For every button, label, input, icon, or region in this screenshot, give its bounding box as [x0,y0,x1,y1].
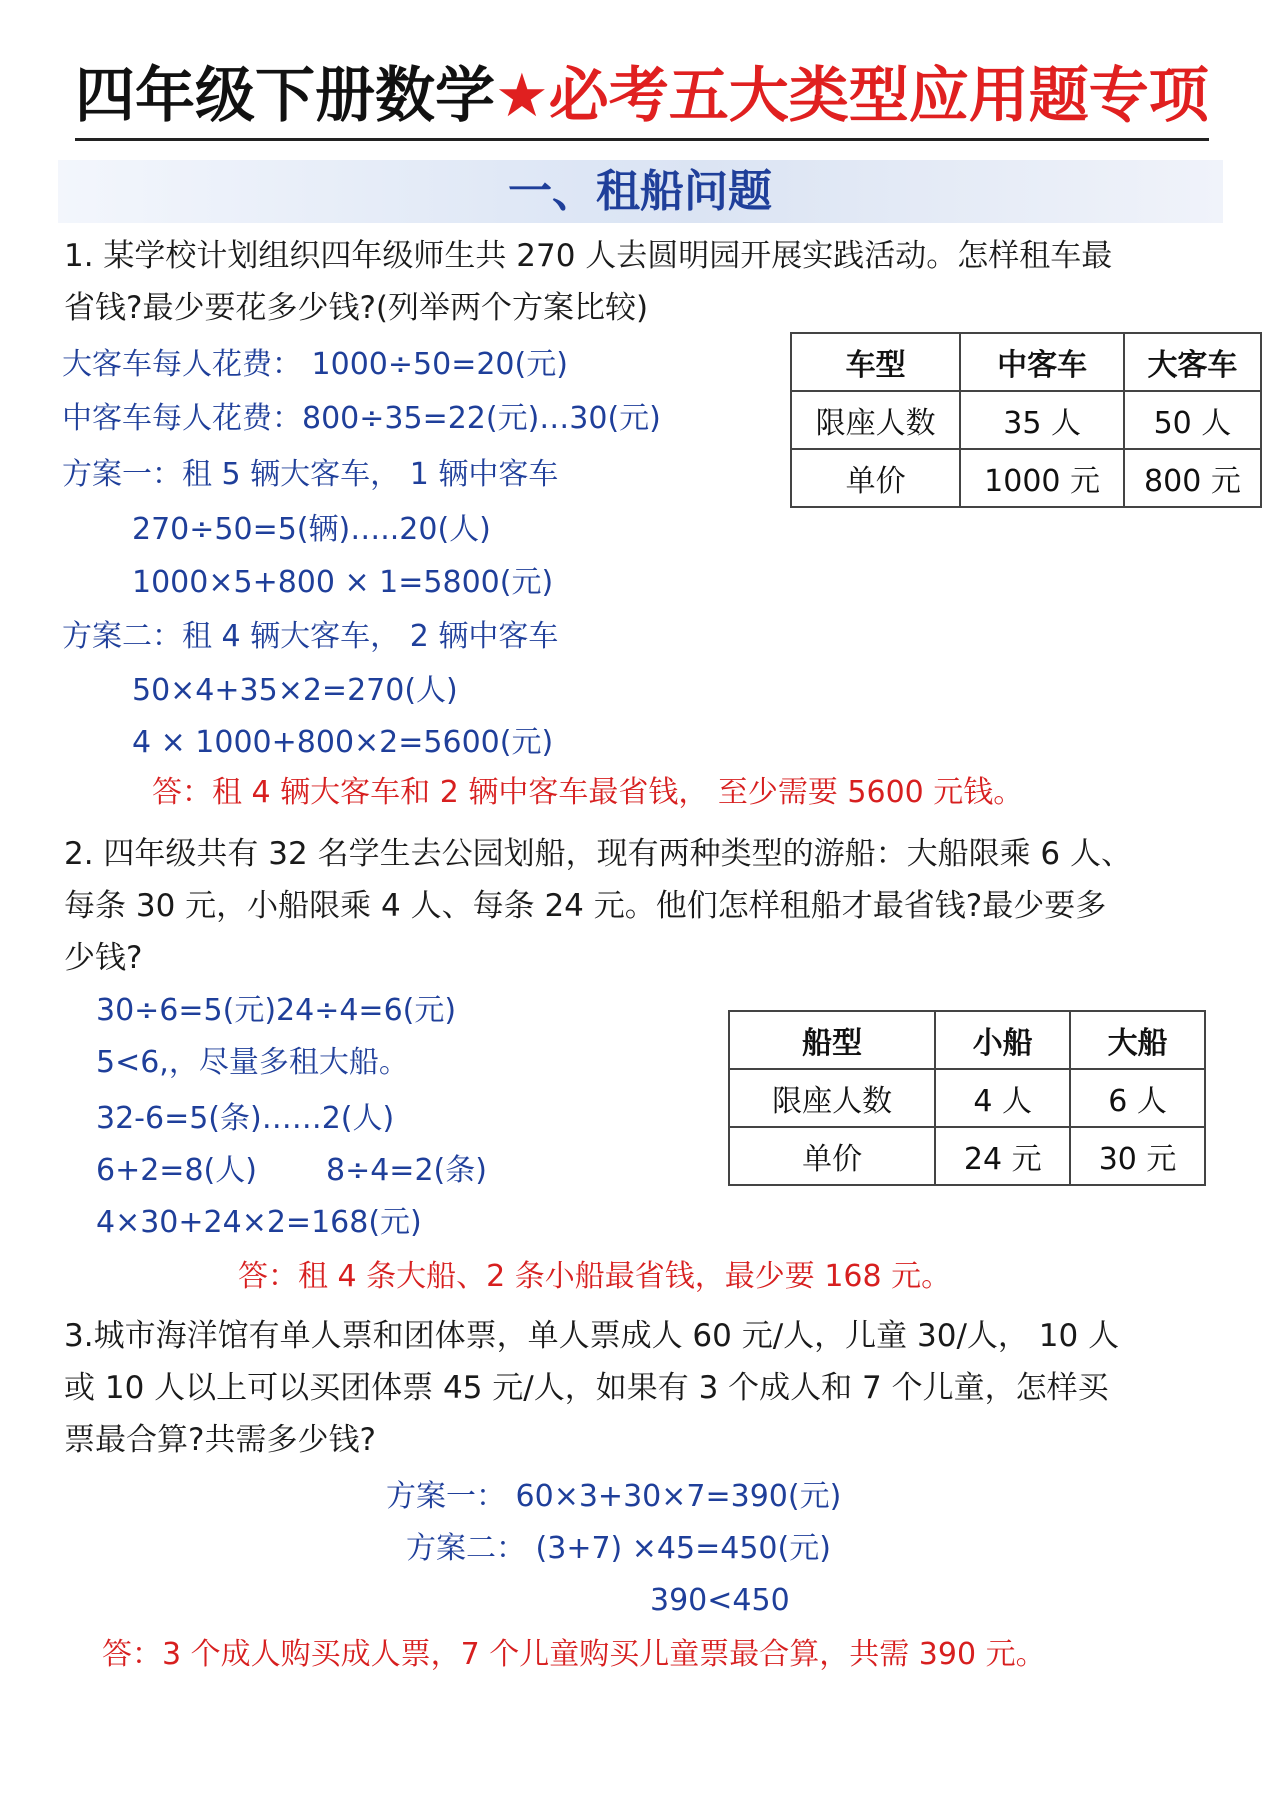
table-cell: 6 人 [1070,1069,1205,1127]
q2-sol-3: 32-6=5(条)……2(人) [96,1101,395,1136]
q2-line3: 少钱? [64,940,143,976]
table-header-cell: 中客车 [960,333,1124,391]
q1-sol-2: 中客车每人花费：800÷35=22(元)…30(元) [62,401,661,436]
q3-answer: 答：3 个成人购买成人票，7 个儿童购买儿童票最合算，共需 390 元。 [102,1637,1046,1672]
q2-answer: 答：租 4 条大船、2 条小船最省钱，最少要 168 元。 [238,1259,952,1294]
q3-line1: 3.城市海洋馆有单人票和团体票，单人票成人 60 元/人，儿童 30/人， 10 人 [64,1318,1120,1354]
q1-sol-6: 方案二：租 4 辆大客车， 2 辆中客车 [62,619,559,654]
q3-sol-1: 方案一： 60×3+30×7=390(元) [386,1479,842,1514]
page-title [75,56,1209,141]
table-cell: 单价 [791,449,960,507]
q2-sol-2: 5<6,，尽量多租大船。 [96,1045,409,1080]
q1-answer: 答：租 4 辆大客车和 2 辆中客车最省钱， 至少需要 5600 元钱。 [152,775,1024,810]
table-header-cell: 大客车 [1124,333,1261,391]
table-cell: 24 元 [935,1127,1070,1185]
q2-sol-5: 8÷4=2(条) [326,1153,487,1188]
table-row [729,1127,1205,1185]
table-header-row [791,333,1261,391]
table-cell: 4 人 [935,1069,1070,1127]
q1-sol-5: 1000×5+800 × 1=5800(元) [132,565,554,600]
q3-sol-2: 方案二： (3+7) ×45=450(元) [406,1531,831,1566]
table-cell: 限座人数 [791,391,960,449]
table-header-row [729,1011,1205,1069]
q2-sol-1: 30÷6=5(元)24÷4=6(元) [96,993,457,1028]
table-cell: 1000 元 [960,449,1124,507]
q2-sol-4: 6+2=8(人) [96,1153,257,1188]
q2-line1: 2. 四年级共有 32 名学生去公园划船，现有两种类型的游船：大船限乘 6 人、 [64,836,1133,872]
table-cell: 30 元 [1070,1127,1205,1185]
table-header-cell: 小船 [935,1011,1070,1069]
q2-line2: 每条 30 元，小船限乘 4 人、每条 24 元。他们怎样租船才最省钱?最少要多 [64,888,1107,924]
bus-price-table [790,332,1262,508]
table-header-cell: 车型 [791,333,960,391]
q1-sol-7: 50×4+35×2=270(人) [132,673,458,708]
q2-sol-6: 4×30+24×2=168(元) [96,1205,422,1240]
title-star: ★ [495,61,549,131]
title-part2: 必考五大类型应用题专项 [548,61,1209,131]
q1-sol-8: 4 × 1000+800×2=5600(元) [132,725,554,760]
q3-line2: 或 10 人以上可以买团体票 45 元/人，如果有 3 个成人和 7 个儿童，怎样买 [64,1370,1109,1406]
table-cell: 800 元 [1124,449,1261,507]
q1-sol-3: 方案一：租 5 辆大客车， 1 辆中客车 [62,457,559,492]
table-cell: 50 人 [1124,391,1261,449]
boat-price-table [728,1010,1206,1186]
title-part1: 四年级下册数学 [75,61,495,131]
table-cell: 限座人数 [729,1069,935,1127]
table-header-cell: 大船 [1070,1011,1205,1069]
q1-sol-1: 大客车每人花费： 1000÷50=20(元) [62,347,568,382]
table-row [791,449,1261,507]
table-cell: 35 人 [960,391,1124,449]
q1-line2: 省钱?最少要花多少钱?(列举两个方案比较) [64,290,649,326]
q1-sol-4: 270÷50=5(辆)…..20(人) [132,512,491,547]
q1-line1: 1. 某学校计划组织四年级师生共 270 人去圆明园开展实践活动。怎样租车最 [64,238,1113,274]
section-heading: 一、租船问题 [508,166,772,217]
table-row [729,1069,1205,1127]
q3-sol-3: 390<450 [650,1583,790,1618]
q3-line3: 票最合算?共需多少钱? [64,1422,376,1458]
table-cell: 单价 [729,1127,935,1185]
table-header-cell: 船型 [729,1011,935,1069]
table-row [791,391,1261,449]
